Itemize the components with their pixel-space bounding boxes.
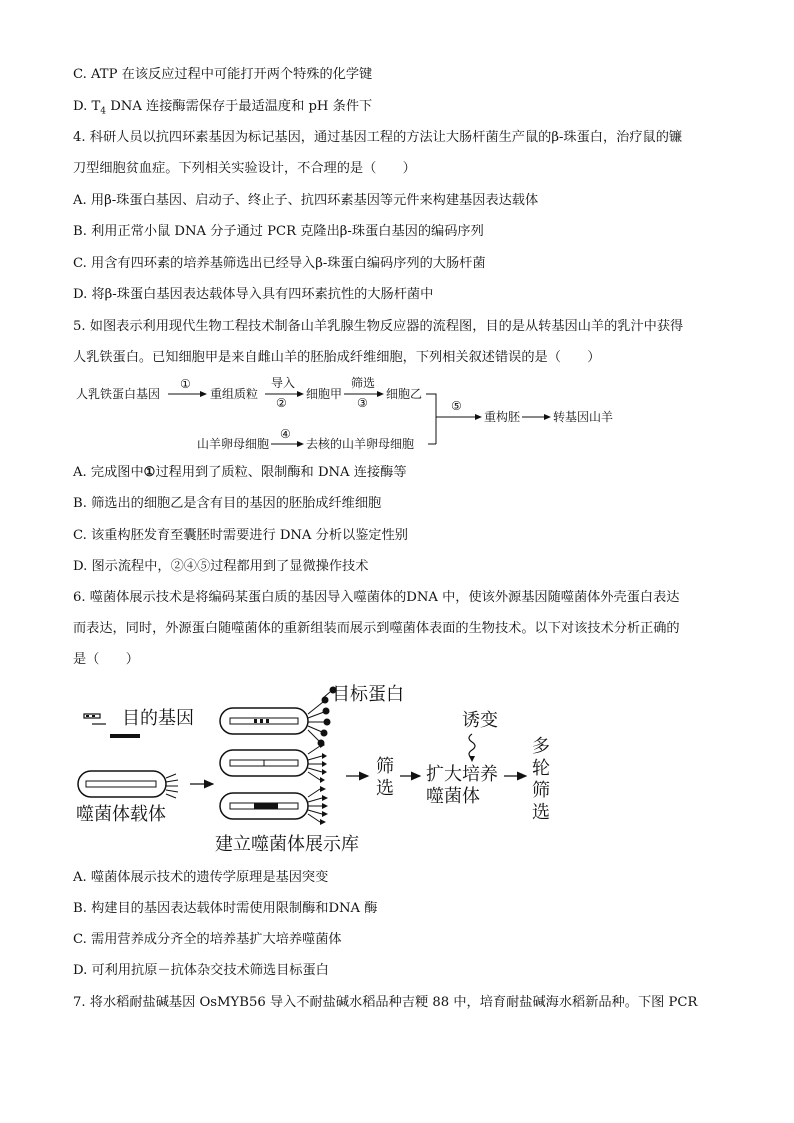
q3-option-c: C. ATP 在该反应过程中可能打开两个特殊的化学键 (73, 67, 373, 82)
flow-cell-b-label: 细胞乙 (386, 387, 423, 401)
flow-step-5: ⑤ (451, 399, 462, 413)
q4-option-d: D. 将β-珠蛋白基因表达载体导入具有四环素抗性的大肠杆菌中 (73, 287, 434, 302)
q5-stem-line-2: 人乳铁蛋白。已知细胞甲是来自雌山羊的胚胎成纤维细胞，下列相关叙述错误的是（ ） (73, 350, 601, 365)
multi-round-label-2: 轮 (532, 758, 550, 779)
q6-option-c: C. 需用营养成分齐全的培养基扩大培养噬菌体 (73, 932, 342, 947)
q5-flow-diagram (70, 372, 670, 456)
flow-cell-a-label: 细胞甲 (306, 387, 343, 401)
q5-option-a-text: 过程用到了质粒、限制酶和 DNA 连接酶等 (155, 465, 407, 480)
flow-plasmid-label: 重组质粒 (210, 387, 259, 401)
q5-option-a-circle: ① (143, 465, 156, 480)
flow-step-3: ③ (357, 396, 368, 410)
q4-option-b: B. 利用正常小鼠 DNA 分子通过 PCR 克隆出β-珠蛋白基因的编码序列 (73, 224, 484, 239)
mutation-wavy-arrow (469, 734, 475, 758)
q5-option-d: D. 图示流程中，②④⑤过程都用到了显微操作技术 (73, 559, 369, 574)
q6-phage-display-diagram (70, 680, 570, 856)
q4-stem-line-2: 刀型细胞贫血症。下列相关实验设计，不合理的是（ ） (73, 161, 416, 176)
q3-option-d (73, 98, 372, 121)
flow-import-label: 导入 (271, 376, 296, 390)
flow-step-1: ① (180, 377, 191, 391)
mutation-arrowhead (469, 756, 475, 762)
flow-goat-label: 转基因山羊 (553, 410, 614, 424)
q5-option-b: B. 筛选出的细胞乙是含有目的基因的胚胎成纤维细胞 (73, 496, 382, 511)
flow-enucleated-label: 去核的山羊卵母细胞 (306, 437, 415, 451)
library-phage-3 (220, 786, 328, 825)
q6-option-d: D. 可利用抗原－抗体杂交技术筛选目标蛋白 (73, 963, 329, 978)
library-phage-1 (220, 687, 337, 747)
flow-bracket (426, 394, 436, 444)
q5-option-a-prefix: A. 完成图中 (73, 465, 144, 480)
phage-vector-icon (78, 771, 178, 798)
q3-option-d-text: DNA 连接酶需保存于最适温度和 pH 条件下 (106, 99, 373, 114)
multi-round-label-1: 多 (532, 736, 550, 757)
q3-option-d-prefix: D. T (73, 99, 101, 114)
flow-screen-label: 筛选 (351, 376, 376, 390)
q6-option-b: B. 构建目的基因表达载体时需使用限制酶和DNA 酶 (73, 901, 378, 916)
mutate-label: 诱变 (462, 710, 498, 731)
amplify-label-1: 扩大培养 (426, 764, 498, 785)
flow-step-4: ④ (280, 427, 291, 441)
q4-stem-line-1: 4. 科研人员以抗四环素基因为标记基因，通过基因工程的方法让大肠杆菌生产鼠的β-珠蛋白，治疗鼠的镰 (73, 130, 683, 145)
phage-vector-label: 噬菌体载体 (76, 804, 166, 825)
target-gene-label: 目的基因 (122, 708, 194, 729)
target-protein-label: 目标蛋白 (332, 684, 404, 705)
flow-embryo-label: 重构胚 (484, 410, 521, 424)
q4-option-c: C. 用含有四环素的培养基筛选出已经导入β-珠蛋白编码序列的大肠杆菌 (73, 256, 486, 271)
multi-round-label-4: 选 (532, 802, 550, 823)
flow-gene-label: 人乳铁蛋白基因 (76, 387, 161, 401)
q6-stem-line-2: 而表达，同时，外源蛋白随噬菌体的重新组装而展示到噬菌体表面的生物技术。以下对该技术分析正确的 (73, 621, 680, 636)
flow-oocyte-label: 山羊卵母细胞 (197, 437, 270, 451)
q3-option-d-subscript: 4 (100, 106, 107, 117)
q5-stem-line-1: 5. 如图表示利用现代生物工程技术制备山羊乳腺生物反应器的流程图，目的是从转基因山羊的乳汁中获得 (73, 319, 684, 334)
library-phage-2 (220, 742, 327, 783)
q6-stem-line-1: 6. 噬菌体展示技术是将编码某蛋白质的基因导入噬菌体的DNA 中，使该外源基因随噬菌体外壳蛋白表达 (73, 590, 680, 605)
multi-round-label-3: 筛 (532, 780, 550, 801)
q6-option-a: A. 噬菌体展示技术的遗传学原理是基因突变 (73, 870, 329, 885)
q6-stem-line-3: 是（ ） (73, 652, 139, 667)
q7-stem-line-1: 7. 将水稻耐盐碱基因 OsMYB56 导入不耐盐碱水稻品种吉粳 88 中，培育耐盐碱海水稻新品种。下图 PCR (73, 995, 698, 1010)
q5-option-c: C. 该重构胚发育至囊胚时需要进行 DNA 分析以鉴定性别 (73, 528, 408, 543)
screen-label-2: 选 (376, 778, 394, 799)
library-label: 建立噬菌体展示库 (215, 834, 359, 855)
q5-option-a (73, 464, 407, 482)
screen-label-1: 筛 (376, 756, 394, 777)
amplify-label-2: 噬菌体 (426, 786, 480, 807)
q4-option-a: A. 用β-珠蛋白基因、启动子、终止子、抗四环素基因等元件来构建基因表达载体 (73, 193, 539, 208)
flow-step-2: ② (276, 396, 287, 410)
